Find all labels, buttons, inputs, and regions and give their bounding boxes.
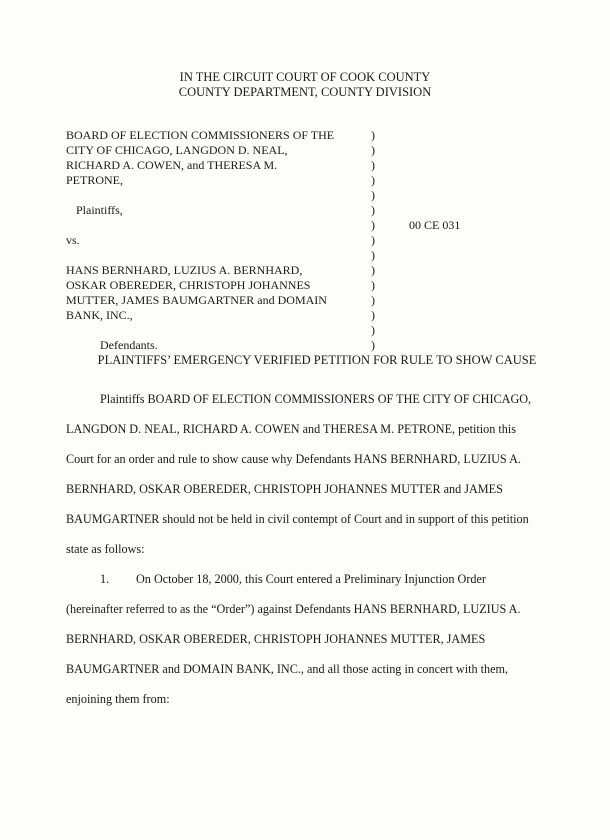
defendant-line: HANS BERNHARD, LUZIUS A. BERNHARD, bbox=[66, 263, 303, 277]
caption-paren: ) bbox=[371, 323, 375, 337]
body-line: BERNHARD, OSKAR OBEREDER, CHRISTOPH JOHANNES MUTTER, JAMES bbox=[66, 632, 486, 646]
court-header bbox=[0, 70, 610, 100]
case-number: 00 CE 031 bbox=[409, 218, 461, 232]
blank-line bbox=[66, 323, 356, 338]
numbered-paragraph-line bbox=[66, 572, 550, 602]
body-line: LANGDON D. NEAL, RICHARD A. COWEN and THERESA M. PETRONE, petition this bbox=[66, 422, 517, 436]
body-line: BAUMGARTNER should not be held in civil contempt of Court and in support of this petition bbox=[66, 512, 529, 526]
court-header-line1: IN THE CIRCUIT COURT OF COOK COUNTY bbox=[179, 70, 431, 84]
defendant-line: BANK, INC., bbox=[66, 308, 133, 322]
blank-line bbox=[66, 248, 356, 263]
caption-paren: ) bbox=[371, 188, 375, 202]
defendant-line: OSKAR OBEREDER, CHRISTOPH JOHANNES bbox=[66, 278, 311, 292]
plaintiff-line: CITY OF CHICAGO, LANGDON D. NEAL, bbox=[66, 143, 288, 157]
defendants-label: Defendants. bbox=[100, 338, 158, 352]
body-line: enjoining them from: bbox=[66, 692, 170, 706]
caption-paren: ) bbox=[371, 143, 375, 157]
caption-paren: ) bbox=[371, 158, 375, 172]
case-caption-parties bbox=[66, 128, 356, 353]
plaintiffs-label: Plaintiffs, bbox=[76, 203, 123, 217]
caption-paren: ) bbox=[371, 338, 375, 352]
blank-line bbox=[66, 188, 356, 203]
body-line: (hereinafter referred to as the “Order”) against Defendants HANS BERNHARD, LUZIUS A. bbox=[66, 602, 521, 616]
caption-paren: ) bbox=[371, 293, 375, 307]
plaintiff-line: RICHARD A. COWEN, and THERESA M. bbox=[66, 158, 278, 172]
caption-paren: ) bbox=[371, 218, 375, 232]
court-header-line2: COUNTY DEPARTMENT, COUNTY DIVISION bbox=[178, 85, 432, 99]
body-line: Court for an order and rule to show cause why Defendants HANS BERNHARD, LUZIUS A. bbox=[66, 452, 521, 466]
caption-paren: ) bbox=[371, 263, 375, 277]
caption-paren: ) bbox=[371, 278, 375, 292]
plaintiff-line: BOARD OF ELECTION COMMISSIONERS OF THE bbox=[66, 128, 335, 142]
caption-paren: ) bbox=[371, 203, 375, 217]
caption-paren: ) bbox=[371, 308, 375, 322]
caption-paren: ) bbox=[371, 128, 375, 142]
plaintiff-line: PETRONE, bbox=[66, 173, 123, 187]
paragraph-number: 1. bbox=[100, 572, 110, 586]
body-line: state as follows: bbox=[66, 542, 145, 556]
caption-paren: ) bbox=[371, 248, 375, 262]
body-line: BERNHARD, OSKAR OBEREDER, CHRISTOPH JOHANNES MUTTER and JAMES bbox=[66, 482, 503, 496]
defendant-line: MUTTER, JAMES BAUMGARTNER and DOMAIN bbox=[66, 293, 327, 307]
body-line: BAUMGARTNER and DOMAIN BANK, INC., and all those acting in concert with them, bbox=[66, 662, 509, 676]
caption-paren: ) bbox=[371, 233, 375, 247]
body-line: Plaintiffs BOARD OF ELECTION COMMISSIONERS OF THE CITY OF CHICAGO, bbox=[100, 392, 532, 406]
body-line: On October 18, 2000, this Court entered a Preliminary Injunction Order bbox=[136, 572, 486, 586]
caption-paren: ) bbox=[371, 173, 375, 187]
petition-title: PLAINTIFFS’ EMERGENCY VERIFIED PETITION FOR RULE TO SHOW CAUSE bbox=[97, 353, 537, 367]
blank-line bbox=[66, 218, 356, 233]
petition-body bbox=[66, 392, 550, 722]
versus-label: vs. bbox=[66, 233, 80, 247]
caption-parentheses bbox=[371, 128, 375, 353]
